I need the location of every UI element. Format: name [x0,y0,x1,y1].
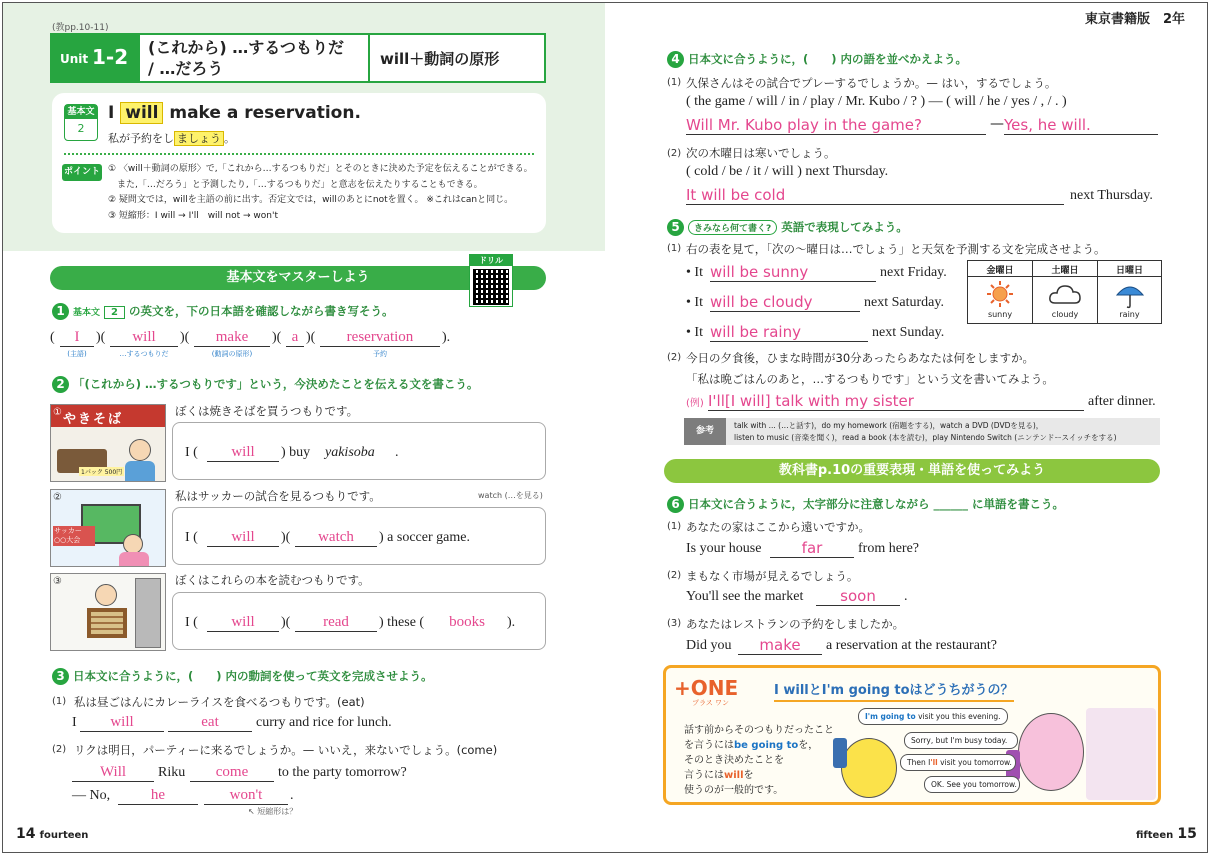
q6-item2-jp: まもなく市場が見えるでしょう。 [686,569,859,583]
master-band: 基本文をマスターしよう [50,266,546,290]
q3-item1-num: (1) [52,696,67,707]
body-4-pre: 言うには [684,770,724,781]
q2-item2-ans1[interactable]: will [207,528,279,547]
basic-sentence-subject: I [108,103,115,123]
pink-character [1018,713,1084,791]
q5-number: 5 [667,219,684,236]
unit-number-box [52,35,140,81]
q2-item2-pre: I ( [185,530,198,545]
weather-3-pre: • It [686,325,703,340]
weather-2-ans[interactable]: will be cloudy [710,293,860,312]
q5-item2-num: (2) [667,352,682,363]
textbook-ref: (教pp.10-11) [52,23,109,33]
reference-text [734,420,1158,444]
q2-item3-box [172,592,546,650]
sun-icon [986,280,1014,308]
bubble-1 [858,708,1008,725]
q2-item3-jp: ぼくはこれらの本を読むつもりです。 [175,573,370,587]
q2-heading [52,376,478,393]
cloud-icon [1048,283,1082,305]
q5-item2-ans[interactable]: I'll[I will] talk with my sister [708,392,1084,411]
q4-heading [667,51,967,68]
weather-line-2 [686,293,956,313]
q1-answer-line: ( I )( will )( make )( a )( reservation ). [50,329,451,345]
q1-instruction: の英文を，下の日本語を確認しながら書き写そう。 [129,304,394,318]
q3-item2-num: (2) [52,744,67,755]
drill-label: ドリル [470,255,512,266]
basic-jp-post: 。 [224,132,235,145]
q1-note-subject: (主語) [67,350,87,358]
q2-item1-jp: ぼくは焼きそばを買うつもりです。 [175,404,359,418]
q1-word-will[interactable]: will [110,328,178,347]
q4-item2-answer [686,186,1160,206]
table-head-sun: 日曜日 [1115,266,1143,276]
body-4-hl: will [724,770,744,781]
basic-sentence-box [52,93,546,233]
point-1: ① 〈will＋動詞の原形〉で,「これから…するつもりだ」とそのときに決めた予定を伝えることができる。 [108,164,533,174]
q1-number: 1 [52,303,69,320]
unit-label: Unit [60,52,89,66]
q1-word-i[interactable]: I [60,328,94,347]
bubble-4: OK. See you tomorrow. [924,776,1020,793]
bubble-2: Sorry, but I'm busy today. [904,732,1018,749]
q2-picture-1 [50,404,166,482]
body-4-post: を [743,770,754,781]
q6-number: 6 [667,496,684,513]
q4-item2-post: next Thursday. [1070,188,1153,203]
reference-box [684,418,1160,445]
q4-instruction: 日本文に合うように，( ) 内の語を並べかえよう。 [688,52,968,66]
q6-item3-num: (3) [667,618,682,629]
basic-jp-highlight: ましょう [174,131,224,146]
q3-item1-jp: 私は昼ごはんにカレーライスを食べるつもりです。(eat) [74,695,365,709]
q1-note-will: …するつもりだ [119,350,169,358]
q4-item1-dash: — [990,116,1004,132]
q2-item3-mid: )( [281,615,291,630]
q5-heading [667,219,908,236]
left-page-num: 14 [16,826,36,842]
yakisoba-sign: やきそば [63,412,124,427]
basic-translation [108,130,235,146]
point-3: ③ 短縮形：I will → I'll will not → won't [108,210,278,221]
q6-item3-pre: Did you [686,638,732,653]
q2-item2-jp: 私はサッカーの試合を見るつもりです。 [175,489,381,503]
q1-word-reservation[interactable]: reservation [320,328,440,347]
q4-item1-answer [686,116,1158,136]
soccer-tv-text: サッカー ○○大会 [53,526,95,546]
q2-number: 2 [52,376,69,393]
basic-tag [64,104,98,141]
q6-item2-num: (2) [667,570,682,581]
q1-word-make[interactable]: make [194,328,270,347]
q2-item1-end: . [395,445,399,460]
q3-item2-mid: Riku [158,765,186,780]
example-tag: (例) [686,398,704,409]
q2-item2-mid: )( [281,530,291,545]
q6-item3-line [686,636,1066,656]
table-label-cloudy: cloudy [1051,310,1079,319]
basic-tag-label: 基本文 [65,105,97,119]
q6-item1-pre: Is your house [686,541,762,556]
bubble-1-hl: I'm going to [865,712,916,721]
plus-one-body-4 [684,768,864,783]
plus-one-logo-sub: プラス ワン [692,699,730,707]
q2-item3-num: ③ [53,576,62,587]
point-tag: ポイント [62,164,102,181]
price-sign: 1パック 500円 [81,469,123,476]
point-2: ② 疑問文では，willを主語の前に出す。否定文では，willのあとにnotを置く。 ※これはcanと同じ。 [108,195,514,205]
q2-item3-ans2[interactable]: read [295,613,377,632]
room-background [1086,708,1156,800]
plus-one-body-5: 使うのが一般的です。 [684,785,784,796]
q4-item1-words: ( the game / will / in / play / Mr. Kubo / ? ) — ( will / he / yes / , / . ) [686,94,1067,109]
unit-header [50,33,546,83]
q3-item2-line2 [72,786,492,806]
q3-item1-ans1[interactable]: will [80,713,164,732]
q2-picture-3 [50,573,166,651]
weather-3-ans[interactable]: will be rainy [710,323,868,342]
q3-item2-jp: リクは明日，パーティーに来るでしょうか。— いいえ，来ないでしょう。(come) [74,743,498,757]
q2-item3-end: ) these ( [379,615,425,630]
weather-1-pre: • It [686,265,703,280]
table-label-sunny: sunny [987,310,1013,319]
bubble-3-post: visit you tomorrow. [940,758,1012,767]
reference-line-1: talk with ... (…と話す)，do my homework (宿題をする)，watch a DVD (DVDを見る)， [734,421,1044,430]
q5-item2-post: after dinner. [1088,394,1156,409]
q5-tag: きみなら何て書く? [688,220,777,235]
q3-item1-pre: I [72,715,77,730]
reference-line-2: listen to music (音楽を聞く)，read a book (本を読む)，play Nintendo Switch (ニンテンドースイッチをする) [734,433,1117,442]
plus-one-box [663,665,1161,805]
basic-sentence-rest: make a reservation. [169,103,361,123]
table-head-fri: 金曜日 [986,266,1014,276]
phone-icon-left [833,738,847,768]
q2-item1-italic: yakisoba [325,445,375,460]
bubble-1-post: visit you this evening. [918,712,1001,721]
unit-number: 1-2 [92,45,129,69]
q1-word-a[interactable]: a [286,328,304,347]
q4-item2-words: ( cold / be / it / will ) next Thursday. [686,164,889,179]
q2-item1-pre: I ( [185,445,198,460]
q2-item2-box [172,507,546,565]
weather-2-pre: • It [686,295,703,310]
q2-item1-ans1[interactable]: will [207,443,279,462]
weather-3-post: next Sunday. [872,325,945,340]
bubble-3 [900,754,1016,771]
q2-item3-ans1[interactable]: will [207,613,279,632]
body-2-pre: を言うには [684,740,734,751]
yellow-character [841,738,897,798]
right-page-number [1136,826,1197,842]
point-list [108,162,540,224]
q6-heading [667,496,1064,513]
q6-item1-line [686,539,986,559]
q4-item2-ans1[interactable]: It will be cold [686,186,1064,205]
q5-item2-jp2: 「私は晩ごはんのあと，…するつもりです」という文を書いてみよう。 [686,372,1054,386]
right-page-word: fifteen [1136,830,1174,841]
q2-item3-end2: ). [507,615,516,630]
drill-qr[interactable] [469,254,513,307]
q2-item1-box [172,422,546,480]
q5-item2-jp: 今日の夕食後，ひまな時間が30分あったらあなたは何をしますか。 [686,351,1035,365]
qr-code-icon [473,269,509,305]
weather-2-post: next Saturday. [864,295,944,310]
q6-item3-ans[interactable]: make [738,636,822,655]
q3-item2-line1 [72,763,492,783]
q6-item2-ans[interactable]: soon [816,587,900,606]
q3-item2-post: to the party tomorrow? [278,765,407,780]
body-2-hl: be going to [734,740,799,751]
q5-item1-jp: 右の表を見て，「次の〜曜日は…でしょう」と天気を予測する文を完成させよう。 [686,242,1106,256]
q2-item2-end: ) a soccer game. [379,530,470,545]
q6-item1-num: (1) [667,521,682,532]
q1-note-verb: (動詞の原形) [211,350,253,358]
q3-item1-line [72,713,492,733]
q6-item2-pre: You'll see the market [686,589,804,604]
right-header: 東京書籍版 2年 [1085,12,1186,27]
q6-instruction: 日本文に合うように，太字部分に注意しながら ______ に単語を書こう。 [688,497,1065,511]
q6-item2-line [686,587,986,607]
q3-item2-ans3[interactable]: he [118,786,198,805]
q4-item1-ans2[interactable]: Yes, he will. [1004,116,1158,135]
q1-tag-num: 2 [104,306,125,319]
dotted-divider [64,153,534,155]
weather-1-post: next Friday. [880,265,947,280]
q2-instruction: 「(これから) …するつもりです」という，今決めたことを伝える文を書こう。 [73,377,479,391]
q5-item2-answer [686,392,1162,412]
textbook-band: 教科書p.10の重要表現・単語を使ってみよう [664,459,1160,483]
q2-item2-hint: watch (…を見る) [478,491,543,500]
weather-line-1 [686,263,956,283]
q3-item2-line2-post: . [290,788,294,803]
q4-number: 4 [667,51,684,68]
basic-jp-pre: 私が予約をし [108,132,174,145]
q2-item3-ans3[interactable]: books [449,614,485,630]
q6-item1-post: from here? [858,541,920,556]
reference-tag: 参考 [684,418,726,445]
table-head-sat: 土曜日 [1051,266,1079,276]
short-form-note: 短縮形は？ [257,807,298,816]
bubble-3-pre: Then I [907,758,931,767]
plus-one-body-3: そのとき決めたことを [684,755,784,766]
q1-heading [52,303,394,320]
plus-one-title: I willとI'm going toはどうちがうの？ [774,679,1014,702]
q3-instruction: 日本文に合うように，( ) 内の動詞を使って英文を完成させよう。 [73,669,433,683]
q4-item2-num: (2) [667,148,682,159]
q3-item2-ans1[interactable]: Will [72,763,154,782]
q3-item1-post: curry and rice for lunch. [256,715,392,730]
q2-item2-ans2[interactable]: watch [295,528,377,547]
q3-item2-ans4[interactable]: won't [204,786,288,805]
plus-one-logo [674,676,758,710]
q3-item1-ans2[interactable]: eat [168,713,252,732]
basic-sentence [108,103,361,123]
bubble-3-hl: 'll [930,758,938,767]
left-page-word: fourteen [39,830,89,841]
q4-item2-jp: 次の木曜日は寒いでしょう。 [686,146,836,160]
q3-item2-line2-pre: — No, [72,788,111,803]
unit-grammar: will＋動詞の原形 [380,50,500,68]
left-page-number [16,826,88,842]
q6-item3-post: a reservation at the restaurant? [826,638,998,653]
q3-item2-ans2[interactable]: come [190,763,274,782]
unit-divider [368,35,370,81]
body-2-post: を， [798,740,819,751]
weather-table [967,260,1162,324]
q2-item2-num: ② [53,492,62,503]
unit-title-line1: (これから) …するつもりだ [148,38,345,57]
weather-1-ans[interactable]: will be sunny [710,263,876,282]
q4-item1-jp: 久保さんはその試合でプレーするでしょうか。— はい，するでしょう。 [686,76,1057,90]
q6-item1-ans[interactable]: far [770,539,854,558]
weather-line-3 [686,323,956,343]
q6-item2-post: . [904,589,908,604]
q2-item1-num: ① [53,407,62,418]
point-1b: また,「…だろう」と予測したり,「…するつもりだ」と意志を伝えたりすることもできる。 [108,179,483,190]
right-page-num: 15 [1177,826,1197,842]
q3-item2-note: ↖ 短縮形は？ [248,807,298,816]
q3-heading [52,668,433,685]
q2-item3-pre: I ( [185,615,198,630]
plus-one-body-1: 話す前からそのつもりだったこと [684,725,834,736]
q6-item3-jp: あなたはレストランの予約をしましたか。 [686,617,905,631]
umbrella-icon [1115,281,1145,309]
q2-picture-2 [50,489,166,567]
q1-notes [50,349,470,361]
basic-sentence-will: will [120,102,163,124]
q3-number: 3 [52,668,69,685]
q4-item1-num: (1) [667,77,682,88]
q6-item1-jp: あなたの家はここから遠いですか。 [686,520,870,534]
q1-tag: 基本文 [73,308,101,318]
q5-instruction: 英語で表現してみよう。 [781,220,908,234]
unit-title [148,37,368,79]
basic-tag-num: 2 [77,122,85,135]
q2-item1-mid: ) buy [281,445,311,460]
q4-item1-ans1[interactable]: Will Mr. Kubo play in the game? [686,116,986,135]
plus-one-logo-text: +ONE [674,676,739,700]
unit-title-line2: / …だろう [148,59,224,78]
table-label-rainy: rainy [1119,310,1140,319]
q1-note-reservation: 予約 [373,350,387,358]
q5-item1-num: (1) [667,243,682,254]
